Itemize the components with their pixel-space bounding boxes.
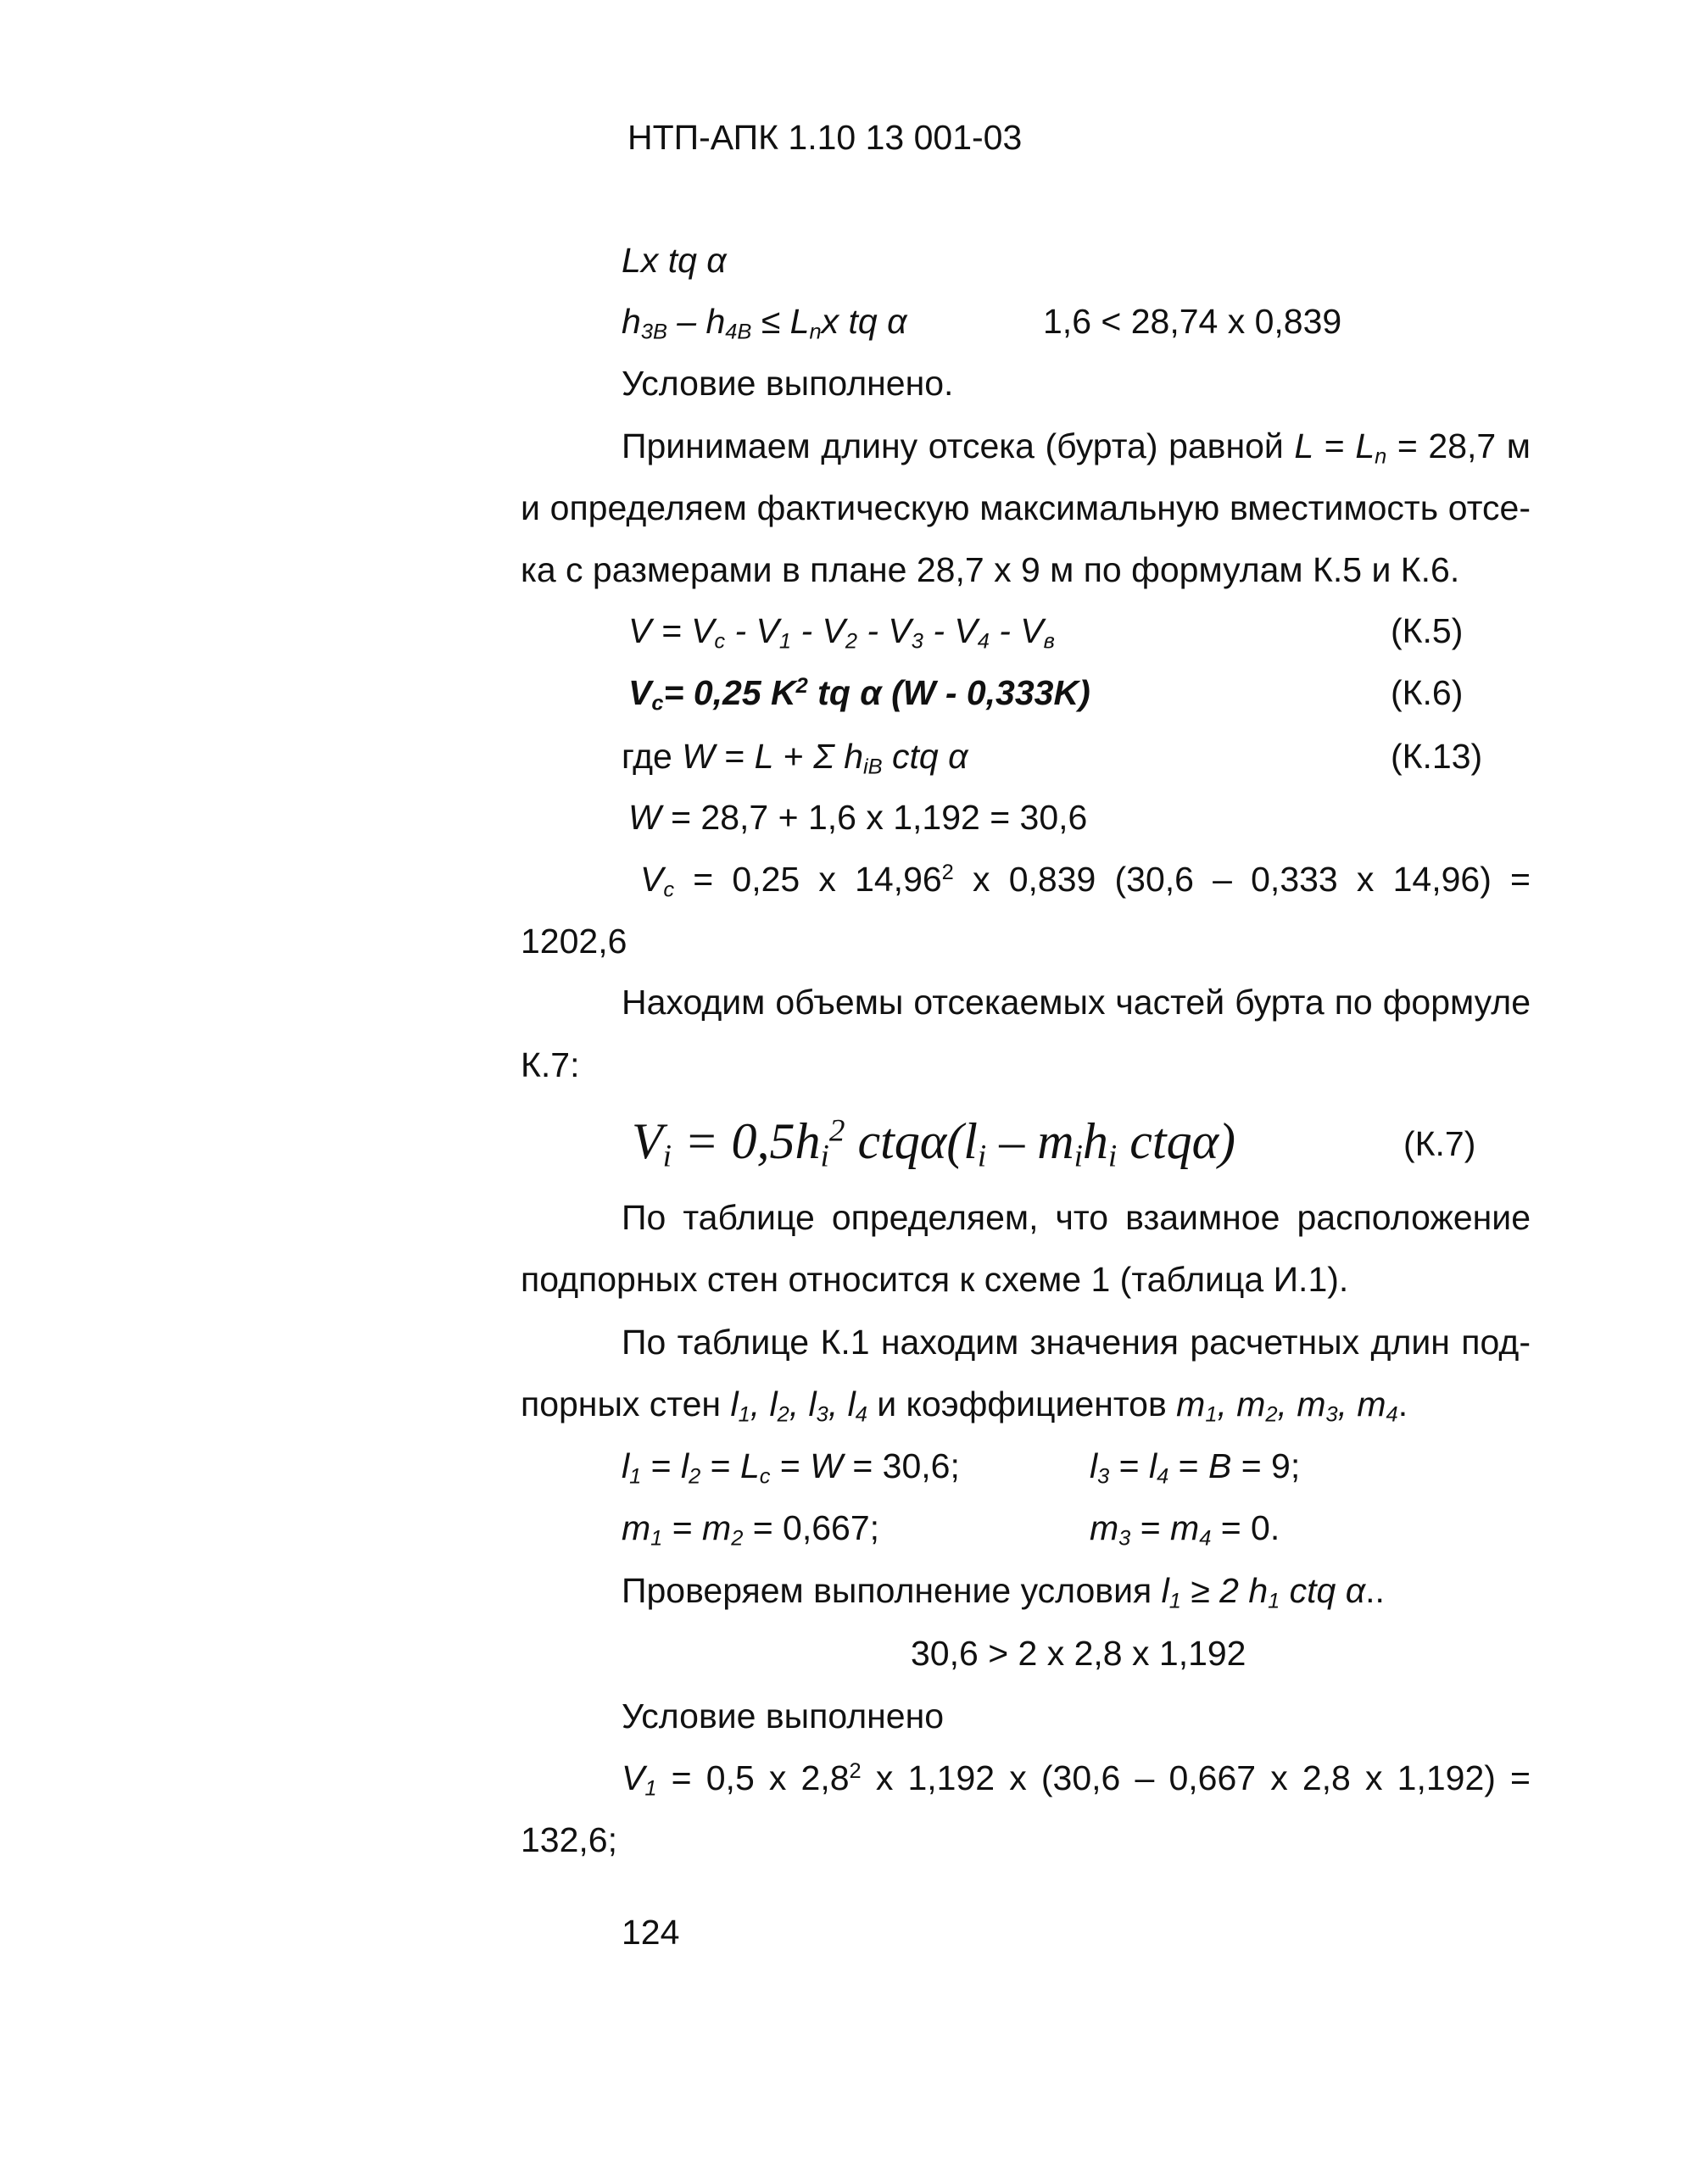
condition-met-2: Условие выполнено [622,1696,945,1736]
check-condition [622,1570,1385,1612]
para1-line1 [622,426,1531,467]
m12-values [622,1507,879,1549]
formula-top-text: Lx tq α [622,241,727,280]
m12-text: $m_1 = m_2 = 0,667$; [622,1508,880,1551]
calc-vc-text: $V_c = 0,25$ x 14,96$^2$ x 0,839 (30,6 – 0,333 x 14,96) = [640,860,1531,902]
para3-line1: По таблице определяем, что взаимное расположение [622,1198,1531,1237]
para4-line1: По таблице К.1 находим значения расчетных длин под- [622,1323,1531,1362]
para3-line2: подпорных стен относится к схеме 1 (таблица И.1). [521,1260,1349,1299]
calc-vc [640,859,1531,900]
calc-v1-result: 132,6; [521,1820,617,1859]
document-code-header: НТП-АПК 1.10 13 001-03 [627,118,1023,157]
check-condition-text: Проверяем выполнение условия $l_1 \ge 2$ $h_1$ ctq α.. [622,1571,1385,1613]
l34-values [1090,1446,1300,1487]
equation-k13-text: где W = L + Σ $h_{iB}$ ctq α [622,737,968,779]
para2-line1: Находим объемы отсекаемых частей бурта по формуле [622,983,1531,1022]
m34-text: $m_3 = m_4 = 0$. [1090,1508,1280,1551]
equation-k13 [622,736,968,777]
condition-left [622,301,906,343]
calc-v1-text: $V_1 = 0,5$ x $2,8^2$ x 1,192 x (30,6 – 0,667 x 2,8 x 1,192) = [622,1758,1531,1801]
condition-right: 1,6 < 28,74 x 0,839 [1043,302,1342,341]
equation-k5-text: $V = V_c - V_1 - V_2 - V_3 - V_4 - V_в$ [628,611,1055,654]
equation-k6 [628,672,1090,714]
l34-text: $l_3 = l_4 = B = 9$; [1090,1446,1301,1489]
para1-line1-text: Принимаем длину отсека (бурта) равной $L = L_n = 28,7$ м [622,426,1531,469]
equation-k7-text: $V_i = 0,5h_i^2$ $ctq\alpha(l_i - m_ih_i$ ctqα) [632,1113,1236,1174]
page-number: 124 [622,1913,680,1952]
para4-line2-text: порных стен $l_1$, $l_2$, $l_3$, $l_4$ и коэффициентов $m_1$, $m_2$, $m_3$, $m_4$. [521,1384,1408,1427]
equation-k5 [628,610,1055,652]
para2-line2: К.7: [521,1045,580,1084]
equation-k13-label: (К.13) [1391,737,1483,776]
condition-met-1: Условие выполнено. [622,364,954,403]
equation-k5-label: (К.5) [1391,611,1464,650]
equation-k6-text: $V_c= 0,25$ $K^2$ tq α (W - 0,333K) [628,673,1090,716]
calc-v1 [622,1758,1531,1799]
equation-k7-label: (К.7) [1403,1124,1476,1163]
check-calc: 30,6 > 2 x 2,8 x 1,192 [911,1634,1246,1673]
para4-line2 [521,1384,1408,1425]
l12-values [622,1446,960,1487]
l12-text: $l_1 = l_2 = L_c = W = 30,6$; [622,1446,960,1489]
condition-left-text: $h_{3B} - h_{4B} \le L_nx$ tq α [622,302,907,344]
para1-line3: ка с размерами в плане 28,7 x 9 м по формулам К.5 и К.6. [521,550,1460,589]
calc-vc-result: 1202,6 [521,922,627,961]
equation-k7 [632,1111,1235,1172]
formula-top [622,240,727,281]
calc-w [628,797,1087,838]
calc-w-text: W = 28,7 + 1,6 x 1,192 = 30,6 [628,798,1088,837]
m34-values [1090,1507,1280,1549]
equation-k6-label: (К.6) [1391,673,1464,712]
para1-line2: и определяем фактическую максимальную вместимость отсе- [521,488,1531,527]
